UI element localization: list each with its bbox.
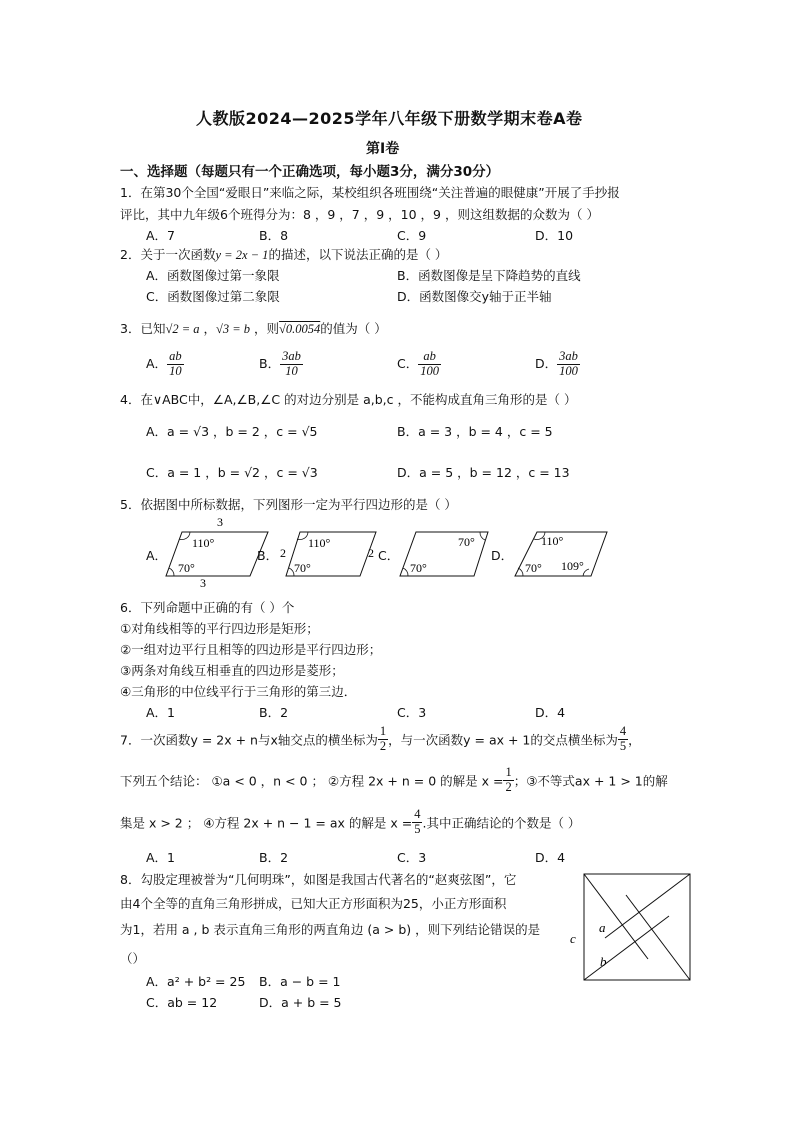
q6-statement-3: ③两条对角线互相垂直的四边形是菱形；	[120, 663, 344, 678]
q7-part6: 集是 x > 2 ； ④方程 2x + n − 1 = ax 的解是 x =	[120, 815, 413, 831]
q8-stem-line4: （）	[120, 951, 146, 966]
q2-option-b: B．函数图像是呈下降趋势的直线	[397, 268, 581, 283]
q7-line3	[120, 808, 580, 837]
q2-option-a: A．函数图像过第一象限	[146, 268, 280, 283]
q1-option-c: C．9	[397, 228, 427, 243]
q3-d-label: D．	[535, 355, 558, 371]
q5-d-angle-109: 109°	[561, 559, 584, 573]
q7-part7: .其中正确结论的个数是（ ）	[422, 815, 581, 831]
q7-fraction-3: $\frac{1}{2}$	[505, 765, 512, 794]
q2-stem-post: 的描述，以下说法正确的是（ ）	[268, 247, 448, 262]
q5-b-angle-110: 110°	[308, 536, 331, 550]
q1-stem-line2: 评比，其中九年级6个班得分为：8 ，9 ，7 ，9 ，10 ，9 ，则这组数据的众数为（ ）	[120, 207, 599, 222]
q3-expr-sqrt2: √2 = a	[165, 322, 200, 336]
q3-option-a	[146, 350, 184, 379]
q5-option-d-label: D．	[491, 548, 514, 563]
q7-option-c: C．3	[397, 850, 427, 865]
q1-option-b: B．8	[259, 228, 289, 243]
q8-option-d: D．a + b = 5	[259, 995, 342, 1010]
q3-expr-sqrt0054: √0.0054	[279, 322, 321, 336]
q7-part4: 下列五个结论： ①a < 0 ，n < 0 ； ②方程 2x + n = 0 的解是 x =	[120, 773, 504, 789]
zhao-shuang-diagram	[567, 870, 692, 990]
q3-c-fraction: $\frac{ab}{100}$	[420, 349, 439, 378]
q3-stem-pre: 3．已知	[120, 321, 166, 336]
q2-option-c: C．函数图像过第二象限	[146, 289, 280, 304]
q7-fraction-1: $\frac{1}{2}$	[379, 724, 387, 753]
q5-d-angle-70: 70°	[525, 561, 542, 575]
q5-b-angle-70: 70°	[294, 561, 311, 575]
q2-option-d: D．函数图像交y轴于正半轴	[397, 289, 552, 304]
q5-a-top-label: 3	[217, 515, 223, 529]
q3-stem-post: 的值为（ ）	[320, 321, 387, 336]
q5-c-angle-bottom: 70°	[410, 561, 427, 575]
diagram-label-a: a	[599, 920, 606, 935]
q6-statement-4: ④三角形的中位线平行于三角形的第三边．	[120, 684, 357, 699]
q4-option-d: D．a = 5 ，b = 12 ，c = 13	[397, 465, 570, 480]
diagram-label-c: c	[570, 931, 576, 946]
q8-stem-line3: 为1，若用 a , b 表示直角三角形的两直角边 (a > b) ，则下列结论错误的是	[120, 922, 541, 937]
q2-stem-pre: 2．关于一次函数	[120, 247, 216, 262]
q6-statement-1: ①对角线相等的平行四边形是矩形；	[120, 621, 319, 636]
q7-part3: ，	[628, 732, 641, 748]
q7-fraction-2: $\frac{4}{5}$	[619, 724, 627, 753]
q3-a-label: A．	[146, 355, 168, 371]
q6-stem: 6．下列命题中正确的有（ ）个	[120, 600, 295, 615]
q7-option-a: A．1	[146, 850, 176, 865]
q8-option-c: C．ab = 12	[146, 995, 218, 1010]
q5-figure-d	[511, 514, 611, 586]
q6-option-b: B．2	[259, 705, 289, 720]
q6-option-a: A．1	[146, 705, 176, 720]
q7-line1	[120, 725, 641, 754]
q7-option-b: B．2	[259, 850, 289, 865]
q2-expression: y = 2x − 1	[215, 248, 269, 262]
q5-option-b-label: B．	[257, 548, 279, 563]
q5-option-c-label: C．	[378, 548, 400, 563]
q5-stem: 5．依据图中所标数据，下列图形一定为平行四边形的是（ ）	[120, 497, 457, 512]
q7-part2: ，与一次函数y = ax + 1的交点横坐标为	[388, 732, 618, 748]
q2-stem	[120, 245, 447, 263]
q5-a-bottom-label: 3	[200, 576, 206, 590]
q3-stem: 3．已知√2 = a ，√3 = b ，则√0.0054的值为（ ）	[120, 321, 387, 336]
q3-b-fraction: $\frac{3ab}{10}$	[282, 349, 301, 378]
q1-option-a: A．7	[146, 228, 176, 243]
q7-option-d: D．4	[535, 850, 566, 865]
q5-figure-b	[276, 514, 386, 586]
q4-option-b: B．a = 3 ，b = 4 ，c = 5	[397, 424, 553, 439]
q3-option-d	[535, 350, 580, 379]
page-title: 人教版2024—2025学年八年级下册数学期末卷A卷	[196, 109, 583, 128]
paper-part-label: 第Ⅰ卷	[366, 141, 400, 157]
q7-fraction-4: $\frac{4}{5}$	[414, 807, 421, 836]
q6-option-d: D．4	[535, 705, 566, 720]
q3-b-label: B．	[259, 355, 281, 371]
q8-stem-line2: 由4个全等的直角三角形拼成，已知大正方形面积为25，小正方形面积	[120, 896, 507, 911]
q5-b-right-label: 2	[368, 546, 374, 560]
q5-option-a-label: A．	[146, 548, 168, 563]
q6-statement-2: ②一组对边平行且相等的四边形是平行四边形；	[120, 642, 382, 657]
q3-expr-sqrt3: √3 = b	[215, 322, 251, 336]
q8-option-b: B．a − b = 1	[259, 974, 341, 989]
q5-c-angle-top: 70°	[458, 535, 475, 549]
q3-d-fraction: $\frac{3ab}{100}$	[559, 349, 578, 378]
q4-stem: 4．在∨ABC中，∠A,∠B,∠C 的对边分别是 a,b,c ，不能构成直角三角形的是（ ）	[120, 392, 577, 407]
q7-part5: ；③不等式ax + 1 > 1的解	[513, 773, 668, 789]
q5-b-left-label: 2	[280, 546, 286, 560]
q5-figure-c	[396, 514, 491, 586]
q3-option-c	[397, 350, 441, 379]
q5-figure-a	[164, 514, 269, 590]
q3-option-b	[259, 350, 303, 379]
q1-stem-line1: 1．在第30个全国“爱眼日”来临之际，某校组织各班围绕“关注普遍的眼健康”开展了手抄报	[120, 185, 620, 200]
q8-option-a: A．a² + b² = 25	[146, 974, 246, 989]
q7-line2	[120, 766, 668, 795]
q3-c-label: C．	[397, 355, 419, 371]
section-heading: 一、选择题（每题只有一个正确选项，每小题3分，满分30分）	[120, 164, 500, 180]
q5-a-angle-70: 70°	[178, 561, 195, 575]
q8-stem-line1: 8．勾股定理被誉为“几何明珠”，如图是我国古代著名的“赵爽弦图”，它	[120, 872, 517, 887]
q1-option-d: D．10	[535, 228, 574, 243]
q6-option-c: C．3	[397, 705, 427, 720]
q5-d-angle-110: 110°	[541, 534, 564, 548]
q5-a-angle-110: 110°	[192, 536, 215, 550]
q4-option-a: A．a = √3 ，b = 2 ，c = √5	[146, 424, 318, 439]
q3-a-fraction: $\frac{ab}{10}$	[169, 349, 182, 378]
q7-part1: 7．一次函数y = 2x + n与x轴交点的横坐标为	[120, 732, 378, 748]
diagram-label-b: b	[600, 954, 607, 969]
q4-option-c: C．a = 1 ，b = √2 ，c = √3	[146, 465, 318, 480]
